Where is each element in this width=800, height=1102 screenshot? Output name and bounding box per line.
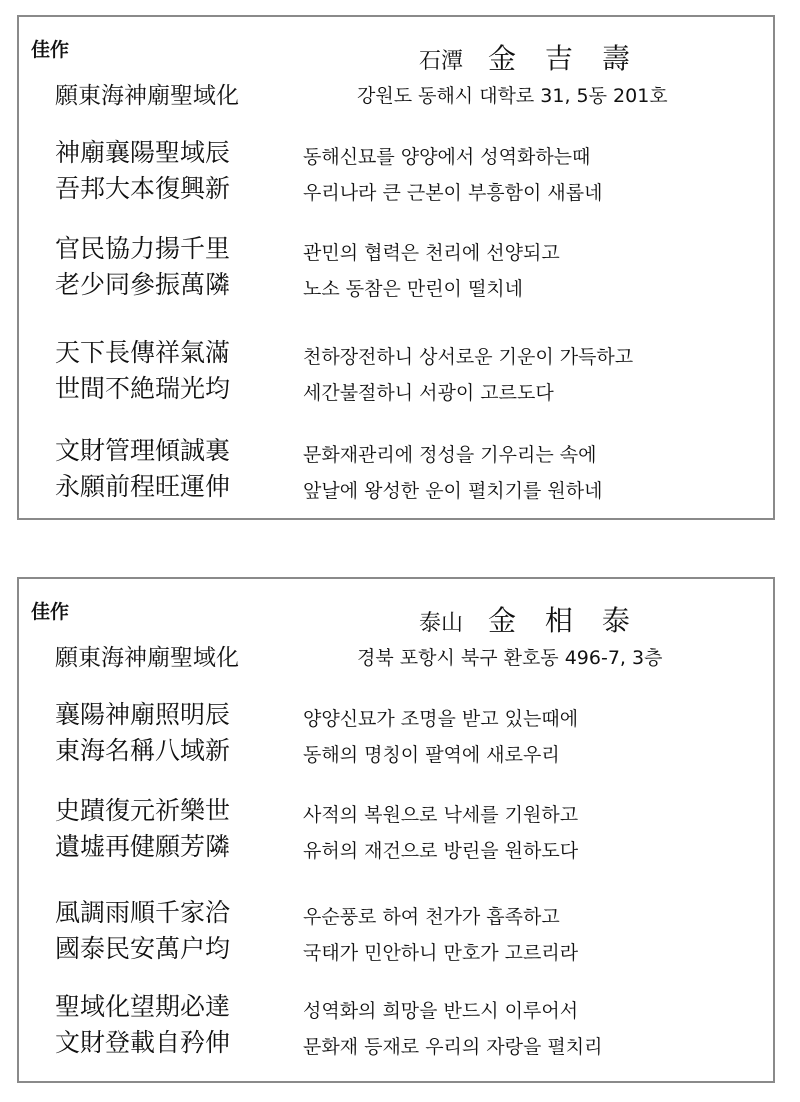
korean-translation: 노소 동참은 만린이 떨치네 [303, 278, 524, 300]
hanja-verse: 官民協力揚千里 [55, 234, 231, 263]
stanza-1 [19, 135, 773, 207]
author-address: 경북 포항시 북구 환호동 496-7, 3층 [357, 647, 663, 669]
hanja-verse: 史蹟復元祈樂世 [55, 796, 231, 825]
author-pen-name: 泰山 [419, 611, 464, 636]
stanza-3 [19, 895, 773, 967]
hanja-verse: 老少同參振萬隣 [55, 270, 231, 299]
stanza-2 [19, 231, 773, 303]
korean-translation: 사적의 복원으로 낙세를 기원하고 [303, 804, 579, 826]
poem-line [19, 231, 773, 267]
poem-card-1 [17, 15, 775, 520]
poem-line [19, 697, 773, 733]
hanja-verse: 文財登載自矜伸 [55, 1028, 231, 1057]
stanza-3 [19, 335, 773, 407]
korean-translation: 세간불절하니 서광이 고르도다 [303, 382, 554, 404]
hanja-verse: 國泰民安萬户均 [55, 934, 231, 963]
poem-line [19, 335, 773, 371]
hanja-verse: 遺墟再健願芳隣 [55, 832, 231, 861]
korean-translation: 양양신묘가 조명을 받고 있는때에 [303, 708, 579, 730]
poem-line [19, 171, 773, 207]
korean-translation: 문화재 등재로 우리의 자랑을 펼치리 [303, 1036, 603, 1058]
author-pen-name: 石潭 [419, 49, 464, 74]
hanja-verse: 天下長傳祥氣滿 [55, 338, 231, 367]
korean-translation: 우순풍로 하여 천가가 흡족하고 [303, 906, 560, 928]
korean-translation: 국태가 민안하니 만호가 고르리라 [303, 942, 579, 964]
poem-card-2 [17, 577, 775, 1083]
korean-translation: 앞날에 왕성한 운이 펼치기를 원하네 [303, 480, 603, 502]
korean-translation: 유허의 재건으로 방린을 원하도다 [303, 840, 579, 862]
korean-translation: 문화재관리에 정성을 기우리는 속에 [303, 444, 597, 466]
poem-line [19, 989, 773, 1025]
hanja-verse: 世間不絶瑞光均 [55, 374, 231, 403]
award-badge: 佳作 [31, 601, 70, 623]
poem-theme: 願東海神廟聖域化 [55, 645, 239, 671]
poem-theme: 願東海神廟聖域化 [55, 83, 239, 109]
korean-translation: 천하장전하니 상서로운 기운이 가득하고 [303, 346, 634, 368]
poem-line [19, 469, 773, 505]
poem-line [19, 895, 773, 931]
hanja-verse: 襄陽神廟照明辰 [55, 700, 231, 729]
hanja-verse: 風調雨順千家洽 [55, 898, 231, 927]
author [419, 599, 640, 639]
author-name: 金 相 泰 [488, 604, 640, 637]
poem-line [19, 433, 773, 469]
korean-translation: 우리나라 큰 근본이 부흥함이 새롭네 [303, 182, 603, 204]
hanja-verse: 東海名稱八域新 [55, 736, 231, 765]
author-address: 강원도 동해시 대학로 31, 5동 201호 [357, 85, 668, 107]
poem-line [19, 267, 773, 303]
hanja-verse: 聖域化望期必達 [55, 992, 231, 1021]
poem-line [19, 829, 773, 865]
poem-line [19, 793, 773, 829]
korean-translation: 동해신묘를 양양에서 성역화하는때 [303, 146, 591, 168]
stanza-4 [19, 433, 773, 505]
poem-line [19, 931, 773, 967]
hanja-verse: 永願前程旺運伸 [55, 472, 231, 501]
stanza-1 [19, 697, 773, 769]
korean-translation: 관민의 협력은 천리에 선양되고 [303, 242, 560, 264]
hanja-verse: 神廟襄陽聖域辰 [55, 138, 231, 167]
poem-line [19, 1025, 773, 1061]
author-name: 金 吉 壽 [488, 42, 640, 75]
korean-translation: 성역화의 희망을 반드시 이루어서 [303, 1000, 579, 1022]
poem-line [19, 135, 773, 171]
poem-line [19, 371, 773, 407]
hanja-verse: 吾邦大本復興新 [55, 174, 231, 203]
stanza-4 [19, 989, 773, 1061]
hanja-verse: 文財管理傾誠裏 [55, 436, 231, 465]
author [419, 37, 640, 77]
korean-translation: 동해의 명칭이 팔역에 새로우리 [303, 744, 560, 766]
award-badge: 佳作 [31, 39, 70, 61]
poem-line [19, 733, 773, 769]
stanza-2 [19, 793, 773, 865]
